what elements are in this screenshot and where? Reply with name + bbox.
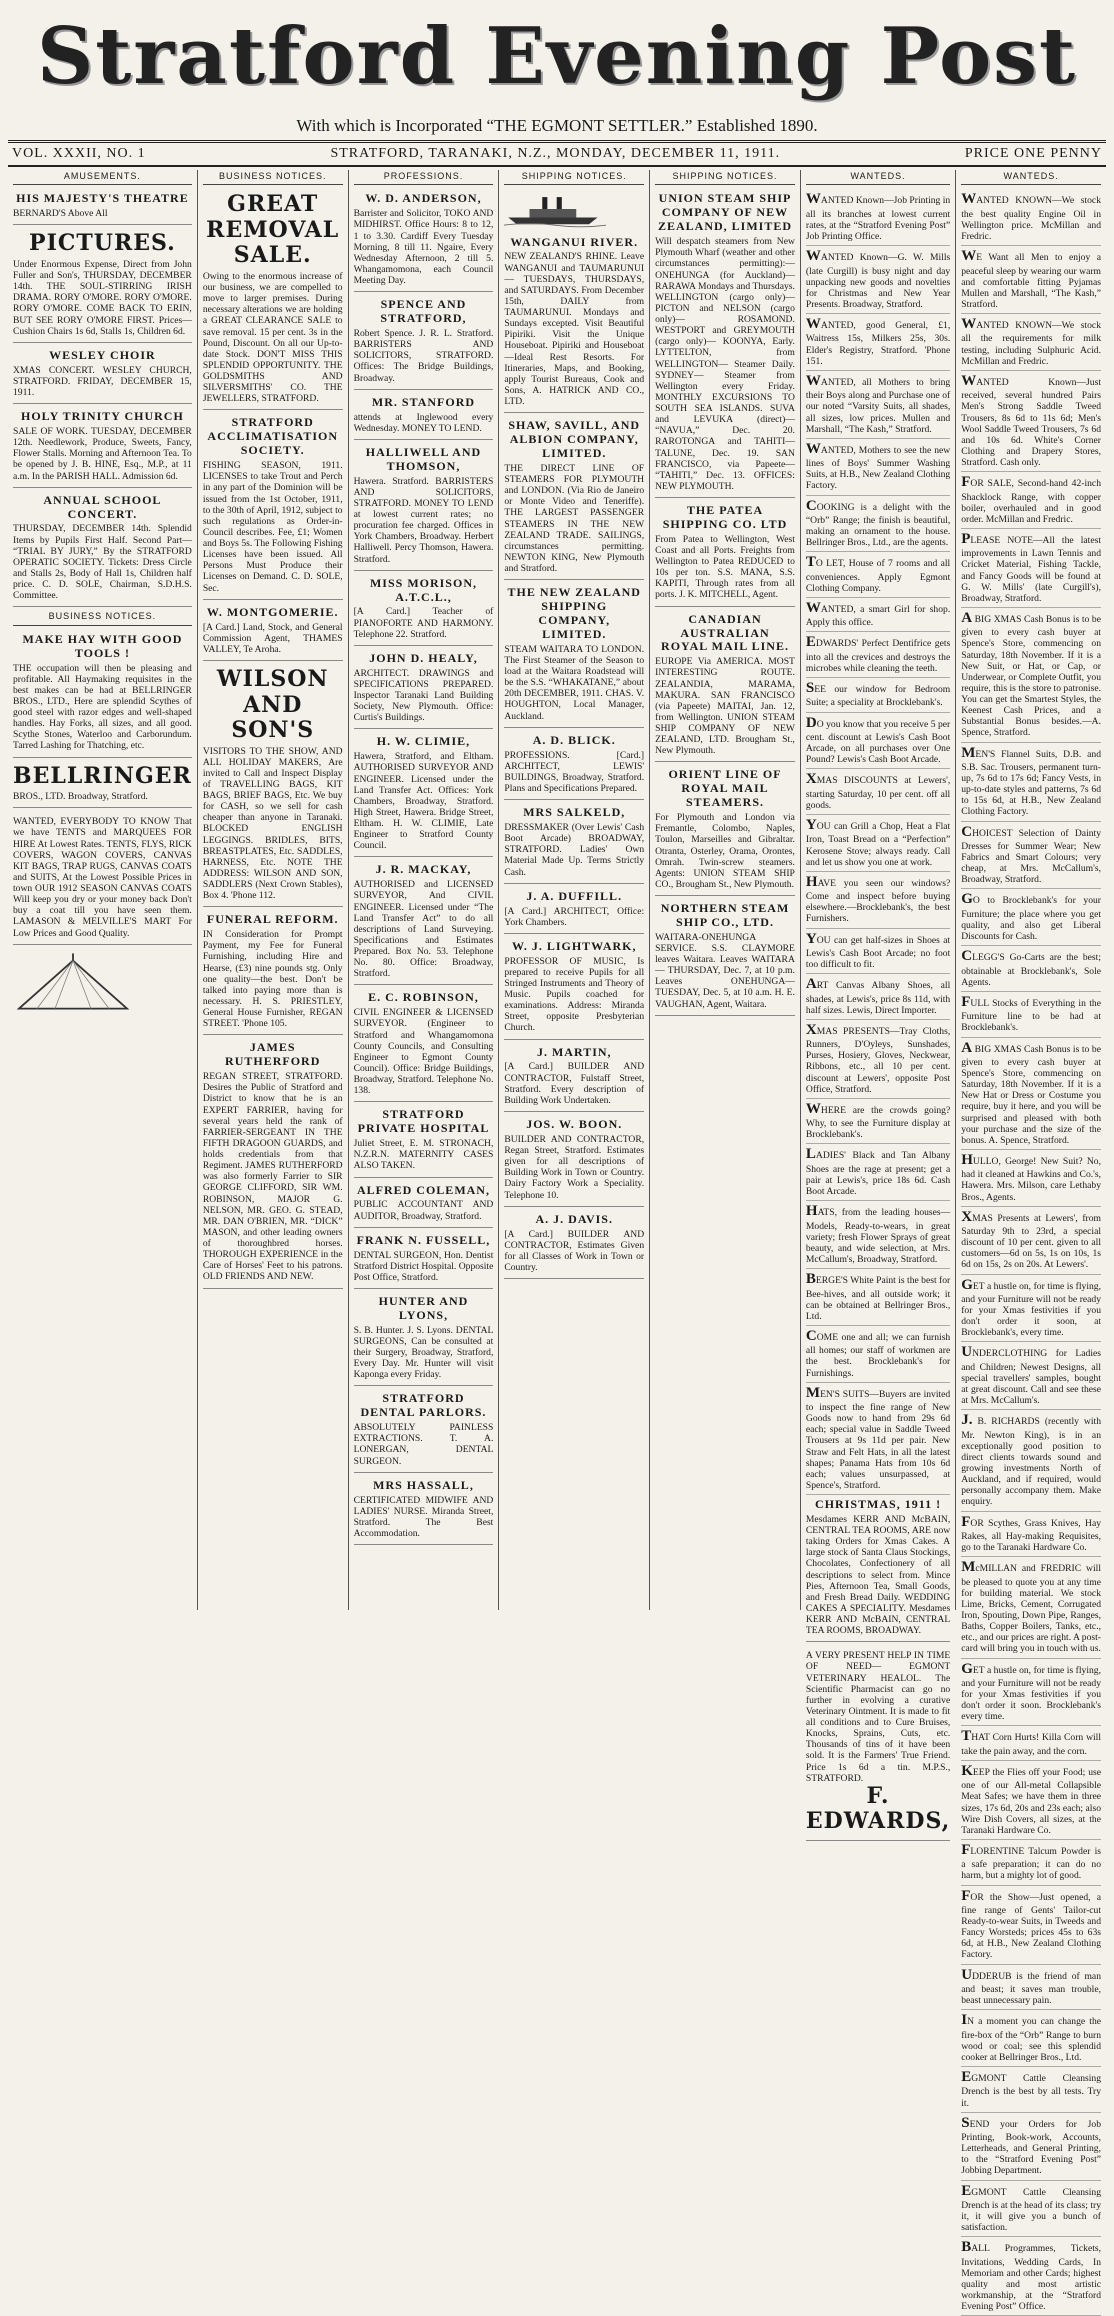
- ad-body: [A Card.] ARCHITECT, Office: York Chambers.: [504, 905, 645, 928]
- wanted-notice: HAVE you seen our windows? Come and inspect before buying elsewhere.—Brocklebank's, the best Furnishers.: [806, 872, 950, 929]
- wanted-notice: XMAS Presents at Lewers', from Saturday 9th to 23rd, a special discount of 10 per cent. given to all customers—6d on 5s, 1s on 10s, 1s 6d on 15s, 2s on 20s. At Lewers'.: [961, 1207, 1101, 1275]
- advertisement: [203, 910, 343, 1035]
- ad-title: JOS. W. BOON.: [526, 1116, 623, 1131]
- place-date: STRATFORD, TARANAKI, N.Z., MONDAY, DECEMBER 11, 1911.: [330, 146, 781, 161]
- wanted-notice: CLEGG'S Go-Carts are the best; obtainable at Brocklebank's, Sole Agents.: [961, 946, 1101, 992]
- wanted-notice: COOKING is a delight with the “Orb” Range; the finish is beautiful, making an ornament to the house. Bellringer Bros., Ltd., are the agents.: [806, 496, 950, 553]
- ad-body: Robert Spence. J. R. L. Stratford. BARRISTERS AND SOLICITORS, STRATFORD. Offices: The Bridge Buildings, Broadway.: [353, 328, 494, 384]
- column-header: PROFESSIONS.: [354, 170, 494, 185]
- wanted-notice: XMAS DISCOUNTS at Lewers', starting Saturday, 10 per cent. off all goods.: [806, 769, 950, 815]
- wanted-notice: SEND your Orders for Job Printing, Book-work, Accounts, Letterheads, and General Printing, to the “Stratford Evening Post” Jobbing Department.: [961, 2113, 1101, 2181]
- column-header: SHIPPING NOTICES.: [504, 170, 644, 185]
- ad-title: WILSON AND SON'S: [216, 665, 329, 744]
- wanted-notice: WANTED, Mothers to see the new lines of Boys' Summer Washing Suits, at H.B., New Zealand Clothing Factory.: [806, 439, 950, 496]
- column-header: AMUSEMENTS.: [13, 170, 192, 185]
- wanted-notice: A BIG XMAS Cash Bonus is to be given to every cash buyer at Spence's Store, commencing on Saturday, 18th November. If it is a New Hat or Dress or Costume you require, buy it here, and you will be surprised and pleased with both your purchase and the size of the bonus. A. Spence, Stratford.: [961, 1038, 1101, 1150]
- ad-body: DRESSMAKER (Over Lewis' Cash Boot Arcade) BROADWAY, STRATFORD. Ladies' Own Material Made Up. Terms Strictly Cash.: [504, 822, 645, 878]
- advertisement: [354, 732, 494, 857]
- wanted-notice: HATS, from the leading houses—Models, Ready-to-wears, in great variety; fresh Flower Sprays of great beauty, and wide selection, at Mrs. McCallum's, Broadway, Stratford.: [806, 1201, 950, 1269]
- ad-body: ABSOLUTELY PAINLESS EXTRACTIONS. T. A. LONERGAN, DENTAL SURGEON.: [353, 1422, 494, 1467]
- wanted-notice: LADIES' Black and Tan Albany Shoes are the rage at present; get a pair at Lewis's, price 18s 6d. Cash Boot Arcade.: [806, 1144, 950, 1201]
- ad-title: SHAW, SAVILL, AND ALBION COMPANY, LIMITED.: [508, 418, 641, 461]
- ad-title: A. D. BLICK.: [532, 732, 616, 747]
- wanted-notice: WANTED KNOWN—We stock all the requirements for milk testing, including Sulphuric Acid. McMillan and Fredric.: [961, 314, 1101, 371]
- wanted-notice: MEN'S Flannel Suits, D.B. and S.B. Sac. Trousers, permanent turn-up, 7s 6d to 17s 6d; Fancy Vests, in up-to-date styles and patterns, 7s 6d to 15s 6d, at H.B., New Zealand Clothing Factory.: [961, 743, 1101, 822]
- ad-body: [A Card.] Land, Stock, and General Commission Agent, THAMES VALLEY, Te Aroha.: [202, 621, 343, 655]
- advertisement: [354, 1181, 494, 1228]
- ad-body: A VERY PRESENT HELP IN TIME OF NEED— EGMONT VETERINARY HEALOL. The Scientific Pharmacist can go no further in evolving a curative Veterinary Ointment. It is made to fit all conditions and to Cure Bruises, Knocks, Sprains, Cuts, etc. Thousands of tins of it have been sold. It is the Farmers' True Friend. Price 1s 6d a tin. M.P.S., STRATFORD.: [805, 1650, 951, 1784]
- ad-title: MR. STANFORD: [371, 394, 476, 409]
- advertisement: [655, 501, 795, 607]
- wanted-notice: EGMONT Cattle Cleansing Drench is at the head of its class; try it, it will give you a bunch of satisfaction.: [961, 2181, 1101, 2238]
- column-header: WANTEDS.: [961, 170, 1101, 185]
- wanted-notice: XMAS PRESENTS—Tray Cloths, Runners, D'Oyleys, Sunshades, Purses, Hosiery, Gloves, Neckwear, Ribbons, etc., all 10 per cent. discount at Lewers', opposite Post Office, Stratford.: [806, 1020, 950, 1099]
- ad-title: ORIENT LINE OF ROYAL MAIL STEAMERS.: [668, 767, 782, 810]
- wanted-notice: WANTED Known—Job Printing in all its branches at lowest current rates, at the “Stratford Evening Post” Job Printing Office.: [806, 189, 950, 246]
- column-header: BUSINESS NOTICES.: [203, 170, 343, 185]
- ad-body: From Patea to Wellington, West Coast and all Ports. Freights from Wellington to Patea REDUCED to 10s per ton. S.S. MANA, S.S. KAPITI, Through rates from all ports. J. K. MITCHELL, Agent.: [655, 533, 795, 601]
- advertisement: [655, 610, 795, 763]
- advertisement: [354, 1476, 494, 1545]
- wanted-notice: GET a hustle on, for time is flying, and your Furniture will not be ready for your Xmas festivities if you don't order it soon. Brocklebank's every time.: [961, 1659, 1101, 1727]
- wanted-notice: UNDERCLOTHING for Ladies and Children; Newest Designs, all special travellers' samples, bought at great discount. Call and see these at Mrs. McCallum's.: [961, 1342, 1101, 1410]
- advertisement: [13, 761, 192, 809]
- xmas-ad: [806, 1495, 950, 1642]
- ad-title: STRATFORD PRIVATE HOSPITAL: [357, 1107, 490, 1136]
- ad-title: MISS MORISON, A.T.C.L.,: [369, 575, 477, 604]
- wanted-notice: J. B. RICHARDS (recently with Mr. Newton King), is in an exceptionally good position to direct clients towards sound and growing investments North of Auckland, and if required, would personally accompany them. Make enquiry.: [961, 1410, 1101, 1511]
- advertisement: [203, 189, 343, 410]
- business-ads: [203, 189, 343, 1288]
- ad-body: THURSDAY, DECEMBER 14th. Splendid Items by Pupils First Half. Second Part— “TRIAL BY JURY,” By the STRATFORD OPERATIC SOCIETY. Tickets: Dress Circle and Stalls 2s, Body of Hall 1s, Children half price. C. D. SOLE, Chairman, S.D.H.S. Committee.: [13, 523, 192, 602]
- wanted-notice: McMILLAN and FREDRIC will be pleased to quote you at any time for building material. We stock Lime, Bricks, Cement, Corrugated Iron, Spouting, Down Pipe, Ranges, Baths, Copper Boilers, Tanks, etc., etc., and our prices are right. A post-card will bring you in touch with us.: [961, 1557, 1101, 1658]
- advertisement: [13, 491, 192, 608]
- ad-title: J. A. DUFFILL.: [526, 888, 623, 903]
- wanted-notice: FULL Stocks of Everything in the Furniture line to be had at Brocklebank's.: [961, 992, 1101, 1038]
- shipping2-ads: [655, 189, 795, 1015]
- ad-body: Hawera, Stratford, and Eltham. AUTHORISED SURVEYOR AND ENGINEER. Licensed under the Land Transfer Act. Offices: York Chambers, Broadway, Stratford. High Street, Hawera. Bridge Street, Eltham. H. W. CLIMIE, Late Engineer to Stratford County Council.: [353, 751, 494, 852]
- ad-title: BELLRINGER: [13, 762, 192, 789]
- ad-title: PICTURES.: [29, 230, 176, 257]
- column-amusements: [8, 170, 198, 1610]
- advertisement: [504, 233, 644, 414]
- ad-title: H. W. CLIMIE,: [376, 734, 471, 749]
- ad-title: FRANK N. FUSSELL,: [356, 1232, 491, 1247]
- ad-title: F. EDWARDS,: [805, 1782, 951, 1835]
- ad-body: [A Card.] BUILDER AND CONTRACTOR, Fulstaff Street, Stratford. Every description of Building Work Undertaken.: [504, 1061, 645, 1106]
- advertisement: [504, 416, 644, 580]
- wanted-notice: SEE our window for Bedroom Suite; a speciality at Brocklebank's.: [806, 678, 950, 713]
- advertisement: [354, 295, 494, 389]
- wanted-notice: COME one and all; we can furnish all homes; our staff of workmen are the best. Brocklebank's for Furnishings.: [806, 1326, 950, 1383]
- column-header: SHIPPING NOTICES.: [655, 170, 795, 185]
- advertisement: [203, 664, 343, 907]
- advertisement: [655, 899, 795, 1016]
- wanted-notice: FOR SALE, Second-hand 42-inch Shacklock Range, with copper boiler, overhauled and in good order. McMillan and Fredric.: [961, 472, 1101, 529]
- ad-title: ALFRED COLEMAN,: [356, 1182, 490, 1197]
- ad-body: BROS., LTD. Broadway, Stratford.: [13, 791, 148, 803]
- masthead: [8, 0, 1106, 112]
- advertisement: [354, 393, 494, 440]
- ad-body: [A Card.] BUILDER AND CONTRACTOR, Estimates Given for all Classes of Work in Town or Country.: [504, 1228, 645, 1273]
- ad-body: BERNARD'S Above All: [13, 208, 108, 220]
- advertisement: [354, 649, 494, 730]
- ad-body: IN Consideration for Prompt Payment, my Fee for Funeral Furnishing, including Hire and Hearse, (£3) nine pounds stg. Only one quality—the best. Don't be talked into paying more than is necessary. H. S. PRIESTLEY, General House Furnisher, REGAN STREET. 'Phone 105.: [202, 929, 343, 1030]
- advertisement: [504, 1115, 644, 1207]
- wanted-notice: TO LET, House of 7 rooms and all conveniences. Apply Egmont Clothing Company.: [806, 552, 950, 598]
- ad-body: Will despatch steamers from New Plymouth Wharf (weather and other circumstances permitting):— ONEHUNGA (for Auckland)— RARAWA Mondays and Thursdays. WELLINGTON (cargo only)— PICTON and NELSON (cargo only)— ROSAMOND. WESTPORT and GREYMOUTH (cargo only)— KOONYA, Early. LYTTELTON, from WELLINGTON— Steamer Daily. SYDNEY— Steamer from Wellington every Friday. MONTHLY EXCURSIONS TO SOUTH SEA ISLANDS. SUVA and LEVUKA (direct)— “NAVUA,” Dec. 20. RAROTONGA and TAHITI— TALUNE, Dec. 19. SAN FRANCISCO, via Papeete— “TAHITI,” Dec. 13. OFFICES: NEW PLYMOUTH.: [655, 236, 795, 492]
- wanted-notice: PLEASE NOTE—All the latest improvements in Lawn Tennis and Cricket Material, Fishing Tackle, and Fancy Goods will be found at G. W. Mills' (late Curgill's), Broadway, Stratford.: [961, 529, 1101, 608]
- wanted-notice: FOR the Show—Just opened, a fine range of Gents' Tailor-cut Ready-to-wear Suits, in Tweeds and Fancy Worsteds; prices 45s to 63s 6d, at H.B., New Zealand Clothing Factory.: [961, 1886, 1101, 1965]
- advertisement: [354, 443, 494, 571]
- advertisement: [504, 803, 644, 884]
- ad-body: For Plymouth and London via Fremantle, Colombo, Naples, Toulon, Marseilles and Gibraltar. Otranta, Osterley, Orama, Orontes, Omrah. Twin-screw steamers. Agents: UNION STEAM SHIP CO., Brougham St., New Plymouth.: [655, 812, 795, 890]
- wanted-notice: WANTED, good General, £1, Waitress 15s, Milkers 25s, 30s. Elder's Registry, Stratford. 'Phone 151.: [806, 314, 950, 371]
- advertisement: [354, 988, 494, 1102]
- wanted-notice: DO you know that you receive 5 per cent. discount at Lewis's Cash Boot Arcade, on all purchases over One Pound? Lewis's Cash Boot Arcade.: [806, 713, 950, 770]
- wanted-notice: EDWARDS' Perfect Dentifrice gets into all the crevices and destroys the microbes while cleaning the teeth.: [806, 632, 950, 678]
- ad-body: [A Card.] Teacher of PIANOFORTE AND HARMONY. Telephone 22. Stratford.: [353, 606, 494, 640]
- price: PRICE ONE PENNY: [964, 146, 1102, 161]
- advertisement: [13, 630, 192, 758]
- ad-body: CIVIL ENGINEER & LICENSED SURVEYOR. (Engineer to Stratford and Whangamomona County Councils, and Consulting Engineer to Egmont County Council). Office: Bridge Buildings, Broadway, Stratford. Telephone No. 138.: [353, 1007, 494, 1097]
- ad-title: HALLIWELL AND THOMSON,: [365, 444, 482, 473]
- wanteds-items: [806, 189, 950, 1495]
- ad-title: W. D. ANDERSON,: [365, 191, 482, 206]
- veterinary-ad: [806, 1645, 950, 1841]
- wanteds2-items: [961, 189, 1101, 2316]
- ad-title: J. MARTIN,: [536, 1044, 612, 1059]
- wanted-notice: CHOICEST Selection of Dainty Dresses for Summer Wear; New Fabrics and Smart Colours; very cheap, at Mrs. McCallum's, Broadway, Stratford.: [961, 822, 1101, 890]
- columns: [8, 170, 1106, 2313]
- ad-title: W. J. LIGHTWARK,: [511, 938, 637, 953]
- ad-title: UNION STEAM SHIP COMPANY OF NEW ZEALAND, LIMITED: [657, 191, 793, 234]
- ad-title: JOHN D. HEALY,: [369, 650, 478, 665]
- column-shipping-notices-2: [650, 170, 801, 1610]
- tent-icon: [13, 951, 133, 1011]
- advertisement: [504, 583, 644, 728]
- wanted-notice: MEN'S SUITS—Buyers are invited to inspect the fine range of New Goods now to hand from 29s 6d each; special value in Saddle Tweed Trousers at 9s 11d per pair. New Straw and Felt Hats, in all the latest shapes; Panama Hats from 10s 6d each; values unsurpassed, at Spence's, Stratford.: [806, 1383, 950, 1495]
- ad-body: DENTAL SURGEON, Hon. Dentist Stratford District Hospital. Opposite Post Office, Stratford.: [353, 1249, 494, 1283]
- advertisement: [354, 1292, 494, 1386]
- ad-title: W. MONTGOMERIE.: [206, 604, 339, 619]
- column-wanteds: [801, 170, 956, 1835]
- advertisement: [504, 1043, 644, 1112]
- ad-title: WANGANUI RIVER.: [510, 234, 639, 249]
- wanted-notice: IN a moment you can change the fire-box of the “Orb” Range to burn wood or coal; see this splendid cooker at Bellringer Bros., Ltd.: [961, 2010, 1101, 2067]
- ad-title: HUNTER AND LYONS,: [378, 1293, 469, 1322]
- wanted-notice: FOR Scythes, Grass Knives, Hay Rakes, all Hay-making Requisites, go to the Taranaki Hardware Co.: [961, 1512, 1101, 1558]
- column-header: WANTEDS.: [806, 170, 950, 185]
- ad-body: Juliet Street, E. M. STRONACH, N.Z.R.N. MATERNITY CASES ALSO TAKEN.: [353, 1138, 494, 1172]
- ad-body: PROFESSIONS. [Card.] ARCHITECT, LEWIS' BUILDINGS, Broadway, Stratford. Plans and Specifications Prepared.: [504, 749, 645, 794]
- ad-body: Owing to the enormous increase of our business, we are compelled to move to larger premises. During necessary alterations we are holding a GREAT CLEARANCE SALE to save removal. 15 per cent. 3s in the Pound, Discount. On all our Up-to-date Stock. DON'T MISS THIS SPLENDID OPPORTUNITY. THE GOLDSMITHS AND SILVERSMITHS' CO. THE JEWELLERS, STRATFORD.: [202, 270, 343, 405]
- advertisement: [655, 189, 795, 498]
- ad-body: PUBLIC ACCOUNTANT AND AUDITOR, Broadway, Stratford.: [353, 1199, 494, 1222]
- wanted-notice: FLORENTINE Talcum Powder is a safe preparation; it can do no harm, but a mighty lot of good.: [961, 1840, 1101, 1886]
- column-business-notices: [198, 170, 349, 1610]
- ad-title: JAMES RUTHERFORD: [225, 1040, 321, 1069]
- ad-title: STRATFORD ACCLIMATISATION SOCIETY.: [207, 415, 338, 458]
- wanted-notice: EGMONT Cattle Cleansing Drench is the best by all tests. Try it.: [961, 2067, 1101, 2113]
- ad-body: XMAS CONCERT. WESLEY CHURCH, STRATFORD. FRIDAY, DECEMBER 15, 1911.: [13, 364, 192, 399]
- column-header: BUSINESS NOTICES.: [13, 610, 192, 625]
- advertisement: [203, 603, 343, 661]
- ad-title: WESLEY CHOIR: [49, 347, 156, 362]
- wanted-notice: BALL Programmes, Tickets, Invitations, Wedding Cards, In Memoriam and other Cards; highest quality and most artistic workmanship, at the “Stratford Evening Post” Office.: [961, 2237, 1101, 2316]
- wanted-notice: UDDERUB is the friend of man and beast; it saves man trouble, beast unnecessary pain.: [961, 1965, 1101, 2011]
- ad-body: THE DIRECT LINE OF STEAMERS FOR PLYMOUTH and LONDON. (Via Rio de Janeiro or Monte Video and Teneriffe). THE LARGEST PASSENGER STEAMERS IN THE NEW ZEALAND TRADE. SAILINGS, circumstances permitting. NEWTON KING, New Plymouth and Stratford.: [504, 462, 645, 575]
- ad-body: CERTIFICATED MIDWIFE AND LADIES' NURSE. Miranda Street, Stratford. The Best Accommodation.: [353, 1494, 494, 1539]
- amusements-ads: [13, 189, 192, 607]
- ad-body: WAITARA-ONEHUNGA SERVICE. S.S. CLAYMORE leaves Waitara. Leaves WAITARA— THURSDAY, Dec. 7, at 10 p.m. Leaves ONEHUNGA— TUESDAY, Dec. 5, at 10 a.m. H. E. VAUGHAN, Agent, Waitara.: [655, 931, 795, 1010]
- wanted-notice: KEEP the Flies off your Food; use one of our All-metal Collapsible Meat Safes; we have them in three sizes, 17s 6d, 20s and 23s each; also Wire Dish Covers, all sizes, at the Taranaki Hardware Co.: [961, 1761, 1101, 1840]
- ad-title: CANADIAN AUSTRALIAN ROYAL MAIL LINE.: [661, 611, 789, 654]
- advertisement: [13, 407, 192, 488]
- wanted-notice: YOU can get half-sizes in Shoes at Lewis's Cash Boot Arcade; no foot too difficult to fit.: [806, 929, 950, 975]
- masthead-title: Stratford Evening Post: [36, 10, 1078, 102]
- advertisement: [203, 413, 343, 599]
- ad-title: A. J. DAVIS.: [535, 1211, 613, 1226]
- ad-body: EUROPE Via AMERICA. MOST INTERESTING ROUTE. ZEALANDIA, MARAMA, MAKURA. SAN FRANCISCO (via Papeete) MAITAI, Jan. 12, from Wellington. UNION STEAM SHIP COMPANY OF NEW ZEALAND, LTD. Brougham St., New Plymouth.: [655, 656, 795, 757]
- advertisement: [13, 811, 192, 944]
- ad-body: FISHING SEASON, 1911. LICENSES to take Trout and Perch in any part of the Dominion will be issued from the 1st October, 1911, to the 30th of April, 1912, subject to such regulations as Order-in-Council describes. Fee, £1; Women and Boys 5s. The Following Fishing Licenses have been issued. All Persons Must Produce their Licenses on Demand. C. D. SOLE, Sec.: [202, 460, 343, 594]
- ad-body: REGAN STREET, STRATFORD. Desires the Public of Stratford and District to know that he is an EXPERT FARRIER, having for several years held the rank of FARRIER-SERGEANT IN THE FIFTH DRAGOON GUARDS, and holds credentials from that Regiment. JAMES RUTHERFORD was also formerly Farrier to SIR GEORGE CLIFFORD, SIR WM. ROBINSON, MAJOR G. NELSON, MR. GEO. G. STEAD, MR. DAN O'BRIEN, MR. “DICK” MASON, and other leading owners of thoroughbred horses. THOROUGH EXPERIENCE in the Care of Horses' Feet to his patrons. OLD FRIENDS AND NEW.: [202, 1071, 343, 1283]
- ad-title: MRS HASSALL,: [373, 1477, 474, 1492]
- ad-body: Under Enormous Expense, Direct from John Fuller and Son's, THURSDAY, DECEMBER 14th. THE SOUL-STIRRING IRISH DRAMA. RORY O'MORE. RORY O'MORE. RORY O'MORE. COME BACK TO ERIN, BUT SEE RORY O'MORE FIRST. Prices—Cushion Chairs 1s 6d, Stalls 1s, Children 6d.: [13, 258, 192, 337]
- steamer-ship-icon: [504, 192, 606, 226]
- advertisement: [504, 937, 644, 1040]
- column-wanteds-2: [956, 170, 1106, 2313]
- advertisement: [504, 887, 644, 934]
- ad-body: Barrister and Solicitor, TOKO AND MIDHIRST. Office Hours: 8 to 12, 1 to 3.30. Cardiff Every Tuesday Morning, 8 till 11. Ngaire, Every Wednesday Afternoon, 2 till 5. Whangamomona, each Council Meeting Day.: [353, 208, 494, 287]
- ad-body: SALE OF WORK. TUESDAY, DECEMBER 12th. Needlework, Produce, Sweets, Fancy, Flower Stalls. Morning and Afternoon Tea. To be opened by J. B. HINE, Esq., M.P., at 11 a.m. In the PARISH HALL. Admission 6d.: [13, 426, 192, 482]
- wanted-notice: YOU can Grill a Chop, Heat a Flat Iron, Toast Bread on a “Perfection” Kerosene Stove; always ready. Call and let us show you one at work.: [806, 815, 950, 872]
- ad-title: CHRISTMAS, 1911 !: [815, 1497, 942, 1512]
- ad-body: ARCHITECT. DRAWINGS and SPECIFICATIONS PREPARED. Inspector Taranaki Land Building Society, New Plymouth. Office: Curtis's Buildings.: [353, 667, 494, 724]
- ad-body: AUTHORISED and LICENSED SURVEYOR, And CIVIL ENGINEER. Licensed under “The Land Transfer Act” to do all descriptions of Land Surveying. Specifications and Estimates Prepared. Box No. 53. Telephone No. 80. Office: Broadway, Stratford.: [353, 879, 494, 980]
- ad-body: PROFESSOR OF MUSIC, Is prepared to receive Pupils for all Stringed Instruments and Theory of Music. Pupils coached for examinations. Address: Miranda Street, opposite Presbyterian Church.: [504, 955, 645, 1034]
- shipping-ads: [504, 233, 644, 1279]
- ad-title: THE NEW ZEALAND SHIPPING COMPANY, LIMITED.: [507, 585, 641, 641]
- ad-title: MAKE HAY WITH GOOD TOOLS !: [22, 631, 183, 660]
- ad-body: Mesdames KERR AND McBAIN, CENTRAL TEA ROOMS, ARE now taking Orders for Xmas Cakes. A large stock of Santa Claus Stockings, Chocolates, Confectionery of all descriptions to select from. Mince Pies, Afternoon Tea, Small Goods, and Fresh Bread Daily. WEDDING CAKES A SPECIALITY. Mesdames KERR AND McBAIN, CENTRAL TEA ROOMS, BROADWAY.: [805, 1513, 951, 1637]
- advertisement: [13, 228, 192, 342]
- advertisement: [354, 189, 494, 292]
- ad-title: STRATFORD DENTAL PARLORS.: [360, 1391, 487, 1420]
- ad-body: STEAM WAITARA TO LONDON. The First Steamer of the Season to load at the Waitara Roadstead will be the S.S. “WHAKATANE,” about 20th DECEMBER, 1911. CHAS. V. HOUGHTON, Local Manager, Auckland.: [504, 643, 645, 722]
- advertisement: [354, 860, 494, 985]
- incorporated-line: With which is Incorporated “THE EGMONT SETTLER.” Established 1890.: [296, 116, 818, 135]
- volume-number: VOL. XXXII, NO. 1: [12, 146, 146, 161]
- ad-body: Hawera. Stratford. BARRISTERS AND SOLICITORS, STRATFORD. MONEY TO LEND at lowest current rates; no procuration fee charged. Offices in York Chambers, Broadway. Herbert Halliwell. Percy Thomson, Hawera. Stratford.: [353, 475, 494, 565]
- advertisement: [13, 189, 192, 225]
- amusements-business-ads: [13, 630, 192, 945]
- ad-title: FUNERAL REFORM.: [206, 912, 339, 927]
- wanted-notice: WANTED KNOWN—We stock the best quality Engine Oil in Wellington price. McMillan and Fredric.: [961, 189, 1101, 246]
- ad-title: ANNUAL SCHOOL CONCERT.: [43, 492, 162, 521]
- ad-body: VISITORS TO THE SHOW, AND ALL HOLIDAY MAKERS, Are invited to Call and Inspect Display of TRAVELLING BAGS, KIT BAGS, BRIEF BAGS, Etc. We buy for CASH, so we sell for cash cheaper than anyone in Taranaki. BLOCKED ENGLISH LEGGINGS. BRIDLES, BITS, BREASTPLATES, Etc. SADDLES, HARNESS, Etc. NOTE THE ADDRESS: WILSON AND SON, SADDLERS (Next Crown Stables), Box 4. 'Phone 112.: [202, 745, 343, 902]
- advertisement: [13, 346, 192, 404]
- ad-body: WANTED, EVERYBODY TO KNOW That we have TENTS and MARQUEES FOR HIRE At Lowest Rates. TENTS, FLYS, RICK COVERS, WAGON COVERS, CANVAS KIT BAGS, TRAP RUGS, CANVAS COATS and SUITS, At the Lowest Possible Prices in town OUR 1912 SEASON CANVAS COATS Will keep you dry or your money back Don't buy a coat till you have seen them. LAMASON & MELVILLE'S MART For Low Prices and Good Quality.: [13, 816, 192, 939]
- professions-ads: [354, 189, 494, 1545]
- ad-body: S. B. Hunter. J. S. Lyons. DENTAL SURGEONS, Can be consulted at their Surgery, Broadway, Stratford, Every Day. Mr. Hunter will visit Kaponga every Friday.: [353, 1324, 494, 1381]
- advertisement: [354, 1105, 494, 1177]
- advertisement: [354, 574, 494, 646]
- ad-body: BUILDER AND CONTRACTOR, Regan Street, Stratford. Estimates given for all descriptions of Building Work in Town or Country. Dairy Factory Work a Speciality. Telephone 10.: [504, 1133, 645, 1201]
- wanted-notice: GET a hustle on, for time is flying, and your Furniture will not be ready for your Xmas festivities if you don't order it soon, at Brocklebank's, every time.: [961, 1275, 1101, 1343]
- wanted-notice: GO to Brocklebank's for your Furniture; the place where you get quality, and also get Liberal Discounts for Cash.: [961, 889, 1101, 946]
- wanted-notice: ART Canvas Albany Shoes, all shades, at Lewis's, price 8s 11d, with half sizes. Lewis, Direct Importer.: [806, 974, 950, 1020]
- column-shipping-notices: [499, 170, 650, 1610]
- advertisement: [504, 731, 644, 800]
- wanted-notice: WANTED, all Mothers to bring their Boys along and Purchase one of our noted “Varsity Suits, all shades, all sizes, low prices. Mullen and Marshall, “The Kash,” Stratford.: [806, 371, 950, 439]
- ad-title: THE PATEA SHIPPING CO. LTD: [662, 503, 788, 531]
- wanted-notice: WHERE are the crowds going? Why, to see the Furniture display at Brocklebank's.: [806, 1099, 950, 1145]
- ad-title: HOLY TRINITY CHURCH: [21, 409, 184, 424]
- advertisement: [354, 1389, 494, 1472]
- ad-title: SPENCE AND STRATFORD,: [380, 297, 467, 326]
- advertisement: [354, 1231, 494, 1289]
- advertisement: [203, 1038, 343, 1288]
- wanted-notice: WANTED, a smart Girl for shop. Apply this office.: [806, 598, 950, 633]
- advertisement: [504, 1210, 644, 1279]
- ad-title: E. C. ROBINSON,: [368, 990, 479, 1005]
- ad-title: GREAT REMOVAL SALE.: [206, 191, 340, 269]
- wanted-notice: THAT Corn Hurts! Killa Corn will take the pain away, and the corn.: [961, 1726, 1101, 1761]
- wanted-notice: WANTED Known—Just received, several hundred Pairs Men's Strong Saddle Tweed Trousers, 8s 6d to 11s 6d; Men's Wool Saddle Tweed Trousers, 7s 6d and 10s 6d. White's Corner Clothing and Drapery Stores, Stratford. Cash only.: [961, 371, 1101, 472]
- column-professions: [349, 170, 500, 1610]
- wanted-notice: BERGE'S White Paint is the best for Bee-hives, and all outside work; it can be obtained at Bellringer Bros., Ltd.: [806, 1269, 950, 1326]
- wanted-notice: HULLO, George! New Suit? No, had it cleaned at Hawkins and Co.'s, Hawera. Mrs. Milson, care Lethaby Bros., Agents.: [961, 1150, 1101, 1207]
- wanted-notice: WE Want all Men to enjoy a peaceful sleep by wearing our warm and comfortable fitting Pyjamas Mullen and Marshall, “The Kash,” Stratford.: [961, 246, 1101, 314]
- dateline: [8, 140, 1106, 167]
- ad-title: MRS SALKELD,: [523, 805, 626, 820]
- ad-title: HIS MAJESTY'S THEATRE: [16, 191, 189, 206]
- ad-body: NEW ZEALAND'S RHINE. Leave WANGANUI and TAUMARUNUI— TUESDAYS, THURSDAYS, and SATURDAYS. From December 15th, DAILY from TAUMARUNUI. Mondays and Sundays excepted. Visit Beautiful Pipiriki. Visit the Unique Houseboat. Pipiriki and Houseboat—Ideal Rest Resorts. For Itineraries, Maps, and Booking, apply Tourist Bureaus, Cook and Sons, A. HATRICK AND CO., LTD.: [504, 251, 645, 408]
- wanted-notice: A BIG XMAS Cash Bonus is to be given to every cash buyer at Spence's Store, commencing on Saturday, 18th November. If it is a New Suit, or Hat, or Cap, or Underwear, or Complete Outfit, you require, this is the store to patronise. You can get the Smartest Styles, the Keenest Cash Prices, and a Substantial Bonus besides.—A. Spence, Stratford.: [961, 608, 1101, 743]
- advertisement: [655, 765, 795, 896]
- ad-body: attends at Inglewood every Wednesday. MONEY TO LEND.: [353, 411, 494, 434]
- ad-title: NORTHERN STEAM SHIP CO., LTD.: [660, 901, 790, 929]
- wanted-notice: WANTED Known—G. W. Mills (late Curgill) is busy night and day unpacking new goods and novelties for Christmas and New Year Presents. Broadway, Stratford.: [806, 246, 950, 314]
- ad-title: J. R. MACKAY,: [375, 862, 472, 877]
- ad-body: THE occupation will then be pleasing and profitable. All Haymaking requisites in the best makes can be had at BELLRINGER BROS., LTD., Here are splendid Scythes of good steel with razor edges and well-shaped handles. Hay Forks, all sizes, and all good. Scythe Stones, Waterloo and Carborundum. Tarred Lashing for Thatching, etc.: [13, 662, 192, 752]
